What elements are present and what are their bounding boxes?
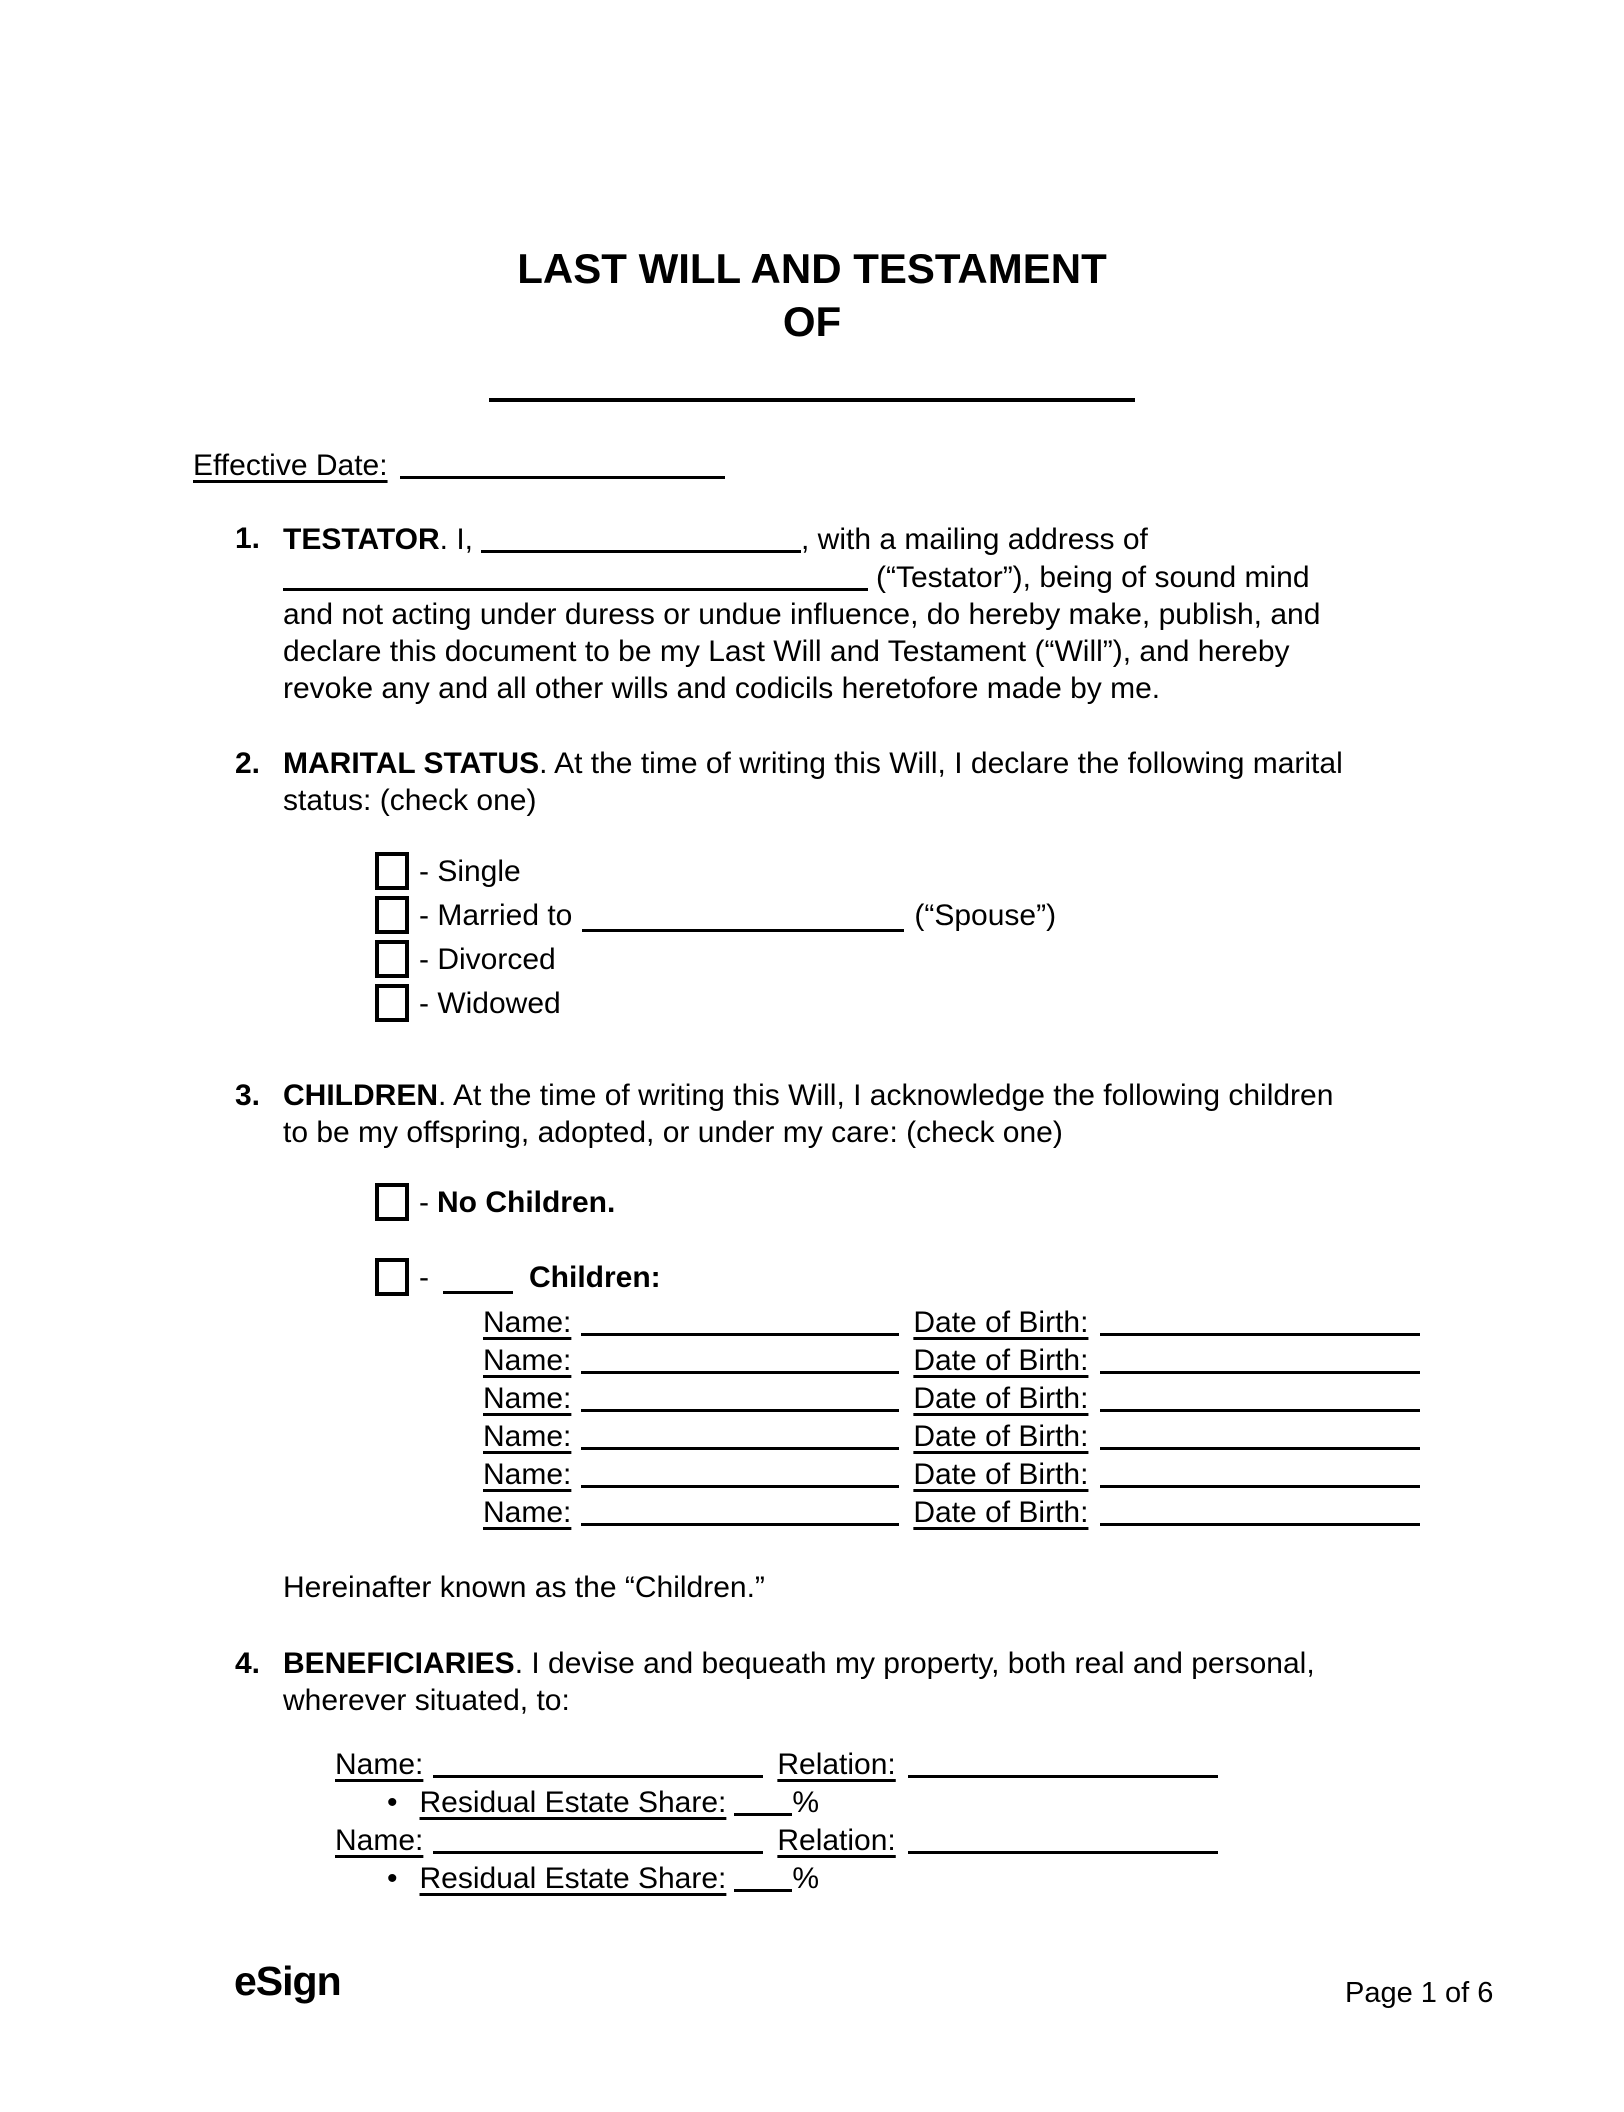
child-name-blank[interactable] — [581, 1417, 899, 1450]
percent-sign: % — [792, 1786, 820, 1819]
checkbox-with-children[interactable] — [375, 1258, 409, 1296]
section-number: 2. — [235, 747, 261, 780]
no-children-dash: - — [419, 1185, 429, 1219]
section-heading-children: CHILDREN — [283, 1079, 438, 1112]
testator-text-5: revoke any and all other wills and codicils heretofore made by me. — [283, 672, 1161, 705]
option-married — [375, 896, 1438, 934]
child-name-blank[interactable] — [581, 1493, 899, 1526]
beneficiary-share-row — [387, 1859, 1438, 1897]
child-row — [483, 1379, 1438, 1417]
child-dob-label: Date of Birth: — [913, 1458, 1089, 1491]
no-children-label: No Children — [437, 1185, 607, 1219]
beneficiary-name-blank[interactable] — [433, 1821, 763, 1854]
share-blank[interactable] — [734, 1859, 792, 1892]
share-blank[interactable] — [734, 1783, 792, 1816]
marital-text-2: status: (check one) — [283, 784, 537, 817]
option-widowed-label: - Widowed — [419, 986, 561, 1020]
beneficiary-row — [335, 1821, 1438, 1859]
section-beneficiaries — [235, 1645, 1624, 1897]
share-label: Residual Estate Share: — [419, 1862, 727, 1895]
section-heading-beneficiaries: BENEFICIARIES — [283, 1647, 515, 1680]
testator-text-4: declare this document to be my Last Will and Testament (“Will”), and hereby — [283, 635, 1290, 668]
child-name-label: Name: — [483, 1344, 572, 1377]
beneficiary-relation-blank[interactable] — [908, 1821, 1218, 1854]
children-count-blank[interactable] — [443, 1261, 513, 1294]
section-heading-marital: MARITAL STATUS — [283, 747, 540, 780]
esign-logo: eSign — [234, 1958, 341, 2004]
beneficiaries-text-2: wherever situated, to: — [283, 1684, 570, 1717]
child-name-label: Name: — [483, 1306, 572, 1339]
child-row — [483, 1417, 1438, 1455]
child-row — [483, 1493, 1438, 1531]
child-name-label: Name: — [483, 1382, 572, 1415]
beneficiary-share-row — [387, 1783, 1438, 1821]
option-married-suffix: (“Spouse”) — [914, 898, 1057, 932]
effective-date-blank[interactable] — [400, 446, 725, 479]
testator-text-3: and not acting under duress or undue influence, do hereby make, publish, and — [283, 598, 1321, 631]
child-row — [483, 1303, 1438, 1341]
section-testator — [235, 520, 1624, 707]
testator-name-blank[interactable] — [489, 398, 1135, 402]
child-name-blank[interactable] — [581, 1455, 899, 1488]
percent-sign: % — [792, 1862, 820, 1895]
child-name-label: Name: — [483, 1458, 572, 1491]
child-dob-label: Date of Birth: — [913, 1344, 1089, 1377]
bullet-icon: • — [387, 1862, 398, 1895]
marital-options — [375, 852, 1438, 1022]
testator-address-blank[interactable] — [283, 558, 868, 591]
title-line-1: LAST WILL AND TESTAMENT — [517, 245, 1107, 292]
testator-fullname-blank[interactable] — [481, 520, 801, 553]
checkbox-widowed[interactable] — [375, 984, 409, 1022]
checkbox-divorced[interactable] — [375, 940, 409, 978]
page-number: Page 1 of 6 — [1345, 1977, 1494, 2009]
with-children-label: Children: — [529, 1260, 661, 1294]
option-divorced-label: - Divorced — [419, 942, 556, 976]
beneficiary-name-label: Name: — [335, 1824, 424, 1857]
hereinafter-text: Hereinafter known as the “Children.” — [283, 1571, 765, 1604]
testator-text-1b: , with a mailing address of — [801, 523, 1148, 556]
with-children-dash: - — [419, 1260, 429, 1294]
testator-text-2: (“Testator”), being of sound mind — [876, 561, 1310, 594]
option-single — [375, 852, 1438, 890]
option-married-label: - Married to — [419, 898, 573, 932]
child-dob-label: Date of Birth: — [913, 1382, 1089, 1415]
beneficiary-relation-label: Relation: — [777, 1748, 896, 1781]
child-dob-label: Date of Birth: — [913, 1420, 1089, 1453]
beneficiary-name-blank[interactable] — [433, 1745, 763, 1778]
child-dob-blank[interactable] — [1100, 1493, 1420, 1526]
effective-date-label: Effective Date: — [193, 449, 388, 482]
child-name-blank[interactable] — [581, 1303, 899, 1336]
child-dob-blank[interactable] — [1100, 1303, 1420, 1336]
child-dob-blank[interactable] — [1100, 1379, 1420, 1412]
sections — [235, 520, 1624, 1897]
section-marital-status — [235, 745, 1624, 1028]
section-number: 1. — [235, 522, 261, 555]
beneficiary-row — [335, 1745, 1438, 1783]
section-number: 3. — [235, 1079, 261, 1112]
option-widowed — [375, 984, 1438, 1022]
title-line-2: OF — [782, 298, 842, 345]
option-with-children — [375, 1258, 1438, 1296]
section-heading-testator: TESTATOR — [283, 523, 440, 556]
option-no-children — [375, 1183, 1438, 1221]
child-name-blank[interactable] — [581, 1341, 899, 1374]
document-title — [0, 0, 1624, 348]
beneficiaries-list — [335, 1745, 1438, 1897]
child-row — [483, 1341, 1438, 1379]
spouse-name-blank[interactable] — [582, 899, 904, 932]
child-name-label: Name: — [483, 1496, 572, 1529]
child-dob-blank[interactable] — [1100, 1455, 1420, 1488]
beneficiary-name-label: Name: — [335, 1748, 424, 1781]
checkbox-no-children[interactable] — [375, 1183, 409, 1221]
child-dob-blank[interactable] — [1100, 1341, 1420, 1374]
children-table — [483, 1303, 1438, 1531]
beneficiaries-text-1: . I devise and bequeath my property, both real and personal, — [514, 1647, 1315, 1680]
checkbox-single[interactable] — [375, 852, 409, 890]
children-text-2: to be my offspring, adopted, or under my care: (check one) — [283, 1116, 1063, 1149]
section-children — [235, 1077, 1624, 1606]
child-dob-label: Date of Birth: — [913, 1306, 1089, 1339]
child-dob-blank[interactable] — [1100, 1417, 1420, 1450]
option-single-label: - Single — [419, 854, 521, 888]
children-text-1: . At the time of writing this Will, I acknowledge the following children — [438, 1079, 1334, 1112]
option-divorced — [375, 940, 1438, 978]
checkbox-married[interactable] — [375, 896, 409, 934]
beneficiary-relation-label: Relation: — [777, 1824, 896, 1857]
child-row — [483, 1455, 1438, 1493]
bullet-icon: • — [387, 1786, 398, 1819]
marital-text-1: . At the time of writing this Will, I declare the following marital — [539, 747, 1343, 780]
testator-text-1a: . I, — [439, 523, 474, 556]
child-dob-label: Date of Birth: — [913, 1496, 1089, 1529]
no-children-period: . — [607, 1185, 616, 1219]
effective-date-row — [193, 446, 1624, 484]
beneficiary-relation-blank[interactable] — [908, 1745, 1218, 1778]
share-label: Residual Estate Share: — [419, 1786, 727, 1819]
child-name-blank[interactable] — [581, 1379, 899, 1412]
section-number: 4. — [235, 1647, 261, 1680]
child-name-label: Name: — [483, 1420, 572, 1453]
